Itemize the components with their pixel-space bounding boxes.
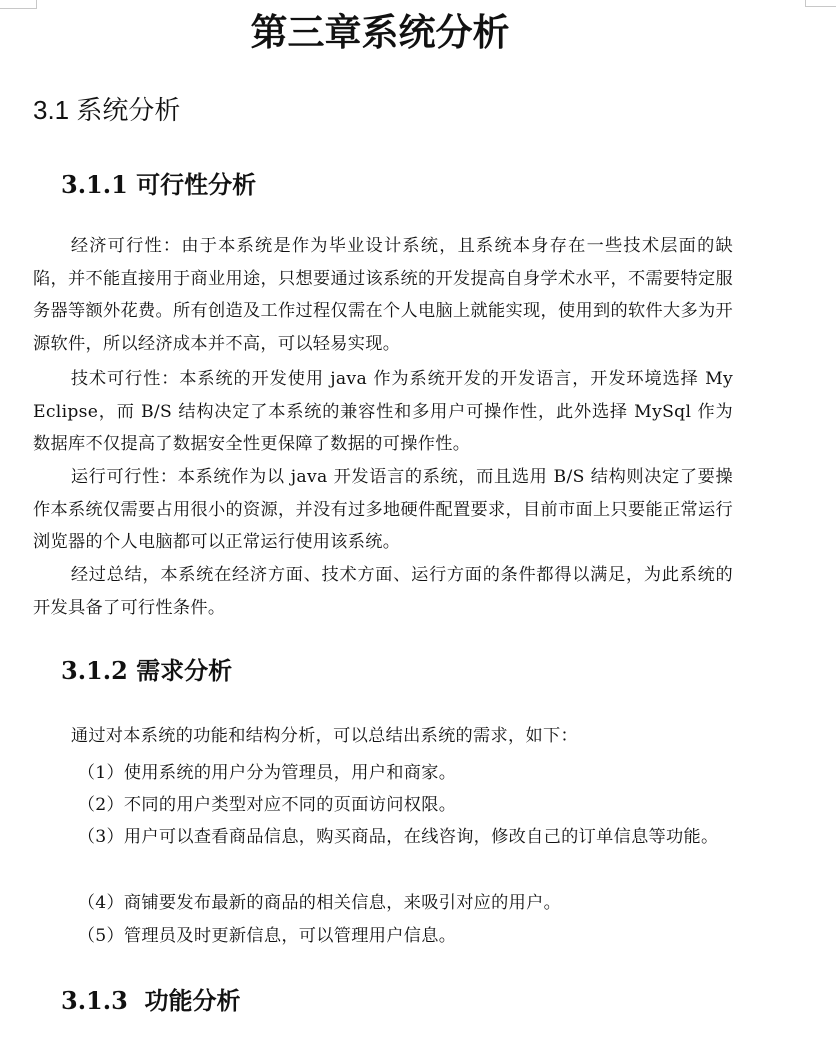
paragraph-requirements-intro: 通过对本系统的功能和结构分析，可以总结出系统的需求，如下：	[70, 726, 578, 746]
requirement-item-3: （3）用户可以查看商品信息，购买商品，在线咨询，修改自己的订单信息等功能。	[77, 827, 719, 847]
requirement-item-5: （5）管理员及时更新信息，可以管理用户信息。	[77, 926, 457, 946]
paragraph-technical-feasibility: 技术可行性：本系统的开发使用 java 作为系统开发的开发语言，开发环境选择 My Eclipse，而 B/S 结构决定了本系统的兼容性和多用户可操作性，此外选择 MySql 作为数据库不仅提高了数据安全性更保障了数据的可操作性。	[33, 369, 733, 455]
crop-mark-top-right	[805, 0, 836, 7]
section-title: 3.1 系统分析	[33, 95, 181, 125]
requirement-item-1: （1）使用系统的用户分为管理员，用户和商家。	[77, 763, 457, 783]
paragraph-operational-feasibility: 运行可行性：本系统作为以 java 开发语言的系统，而且选用 B/S 结构则决定了要操作本系统仅需要占用很小的资源，并没有过多地硬件配置要求，目前市面上只要能正常运行浏览器的个人电脑都可以正常运行使用该系统。	[33, 467, 733, 553]
requirement-item-4: （4）商铺要发布最新的商品的相关信息，来吸引对应的用户。	[77, 893, 562, 913]
chapter-title: 第三章系统分析	[250, 10, 510, 54]
paragraph-summary: 经过总结，本系统在经济方面、技术方面、运行方面的条件都得以满足，为此系统的开发具备了可行性条件。	[33, 565, 733, 618]
subsection-title-functions: 3.1.3 功能分析	[61, 986, 241, 1015]
subsection-title-requirements: 3.1.2 需求分析	[61, 656, 233, 685]
requirement-item-2: （2）不同的用户类型对应不同的页面访问权限。	[77, 795, 457, 815]
paragraph-economic-feasibility: 经济可行性：由于本系统是作为毕业设计系统，且系统本身存在一些技术层面的缺陷，并不能直接用于商业用途，只想要通过该系统的开发提高自身学术水平，不需要特定服务器等额外花费。所有创造及工作过程仅需在个人电脑上就能实现，使用到的软件大多为开源软件，所以经济成本并不高，可以轻易实现。	[33, 236, 733, 354]
subsection-title-feasibility: 3.1.1 可行性分析	[61, 170, 257, 199]
